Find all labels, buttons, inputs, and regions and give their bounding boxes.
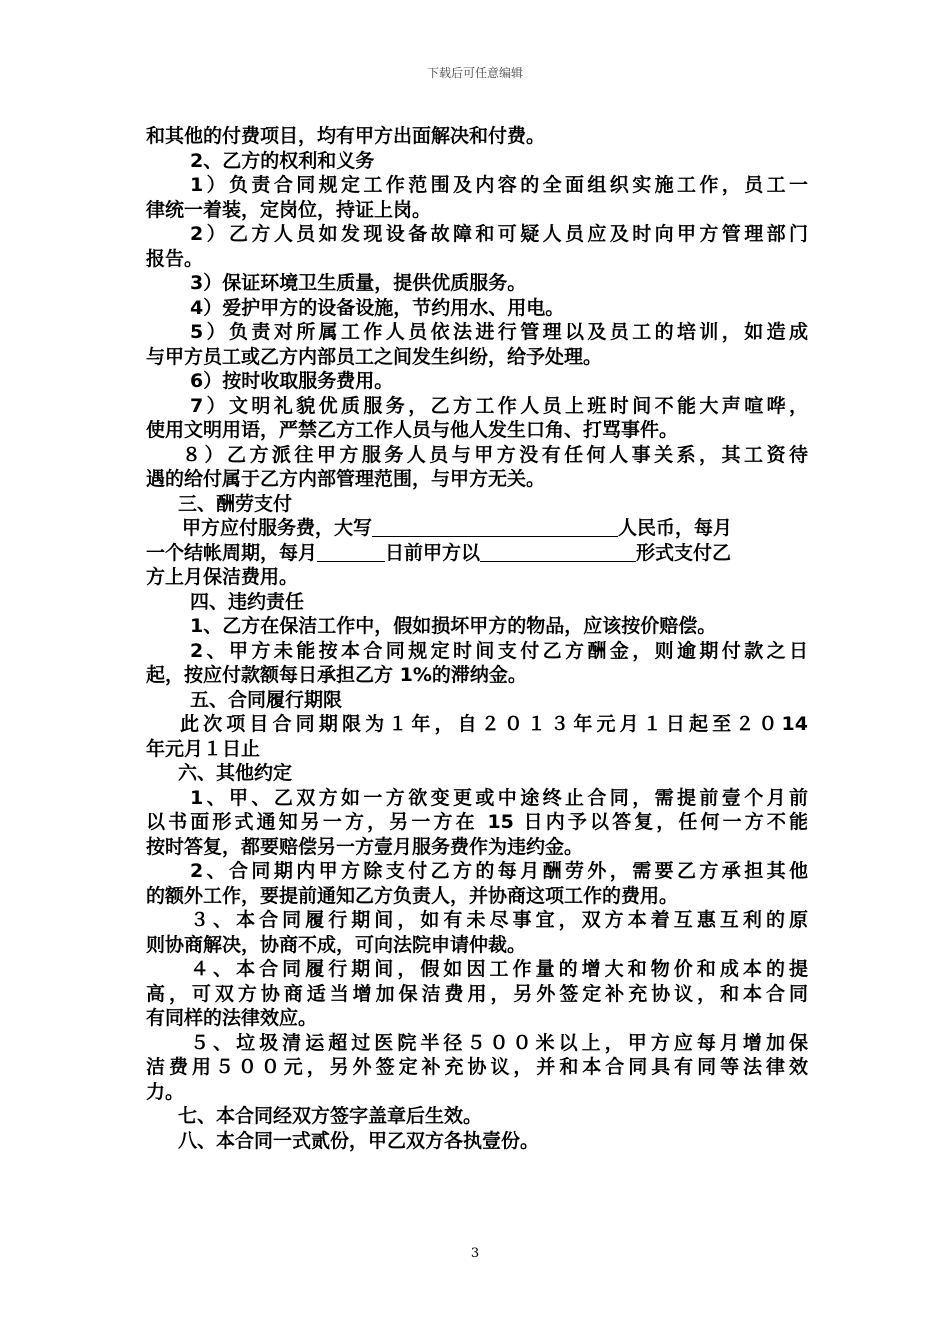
paragraph-line: ８）乙方派往甲方服务人员与甲方没有任何人事关系，其工资待 [182,443,808,466]
rights-obligations-block [146,124,808,516]
paragraph-line: 7）文明礼貌优质服务，乙方工作人员上班时间不能大声喧哗， [190,394,808,417]
paragraph-line: 起，按应付款额每日承担乙方 1%的滞纳金。 [146,664,527,686]
page-header: 下载后可任意编辑 [426,66,523,80]
paragraph-line: 1、乙方在保洁工作中，假如损坏甲方的物品，应该按价赔偿。 [190,615,717,637]
paragraph-line: 有同样的法律效应。 [146,1007,318,1029]
paragraph-line: 3）保证环境卫生质量，提供优质服务。 [190,272,527,294]
paragraph-line: ５、垃圾清运超过医院半径５００米以上，甲方应每月增加保 [190,1031,808,1054]
terms-block [146,590,808,1154]
paragraph-line: 2、合同期内甲方除支付乙方的每月酬劳外，需要乙方承担其他 [190,860,808,882]
paragraph-line: 四、违约责任 [190,590,305,613]
paragraph-line: 七、本合同经双方签字盖章后生效。 [178,1105,483,1127]
method-blank[interactable] [480,542,636,562]
paragraph-line: 此次项目合同期限为１年，自２０１３年元月１日起至２０14 [180,713,808,735]
paragraph-line: 报告。 [146,247,204,270]
paragraph-line: ３、本合同履行期间，如有未尽事宜，双方本着互惠互利的原 [190,909,808,931]
paragraph-line: 遇的给付属于乙方内部管理范围，与甲方无关。 [146,468,546,490]
payment-text: 一个结帐周期，每月 [146,541,318,564]
paragraph-line: 三、酬劳支付 [178,492,293,515]
paragraph-line: 力。 [146,1080,185,1103]
payment-text: 人民币，每月 [618,517,733,539]
paragraph-line: 1、甲、乙双方如一方欲变更或中途终止合同，需提前壹个月前 [190,786,808,809]
payment-line-1 [146,516,808,541]
payment-line-3: 方上月保洁费用。 [146,566,299,588]
paragraph-line: 5）负责对所属工作人员依法进行管理以及员工的培训，如造成 [190,321,808,343]
paragraph-line: 2、甲方未能按本合同规定时间支付乙方酬金，则逾期付款之日 [190,639,808,662]
paragraph-line: 八、本合同一式贰份，甲乙双方各执壹份。 [178,1129,540,1152]
paragraph-line: 洁费用５００元，另外签定补充协议，并和本合同具有同等法律效 [146,1056,808,1078]
paragraph-line: 1）负责合同规定工作范围及内容的全面组织实施工作，员工一 [190,174,808,196]
paragraph-line: ４、本合同履行期间，假如因工作量的增大和物价和成本的提 [190,958,808,980]
paragraph-line: 年元月１日止 [146,737,261,760]
paragraph-line: 使用文明用语，严禁乙方工作人员与他人发生口角、打骂事件。 [146,419,679,441]
paragraph-line: 五、合同履行期限 [190,688,343,711]
day-blank[interactable] [317,542,385,562]
paragraph-line: 4）爱护甲方的设备设施，节约用水、用电。 [190,296,565,319]
paragraph-line: 的额外工作，要提前通知乙方负责人，并协商这项工作的费用。 [146,884,679,907]
payment-text: 甲方应付服务费，大写 [182,517,373,539]
paragraph-line: 律统一着装，定岗位，持证上岗。 [146,198,432,221]
paragraph-line: 以书面形式通知另一方，另一方在 15 日内予以答复，任何一方不能 [146,811,808,833]
contract-body [146,124,808,1153]
paragraph-line: 2、乙方的权利和义务 [190,149,375,172]
paragraph-line: 按时答复，都要赔偿另一方壹月服务费作为违约金。 [146,835,584,858]
paragraph-line: 则协商解决，协商不成，可向法院申请仲裁。 [146,933,527,956]
paragraph-line: 与甲方员工或乙方内部员工之间发生纠纷，给予处理。 [146,345,603,368]
payment-text: 形式支付乙 [636,541,732,564]
paragraph-line: 和其他的付费项目，均有甲方出面解决和付费。 [146,125,546,147]
payment-line-2 [146,541,808,566]
page-number: 3 [470,1246,480,1261]
paragraph-line: 高，可双方协商适当增加保洁费用，另外签定补充协议，和本合同 [146,982,808,1005]
paragraph-line: 6）按时收取服务费用。 [190,370,394,392]
payment-text: 日前甲方以 [385,541,481,564]
paragraph-line: 2）乙方人员如发现设备故障和可疑人员应及时向甲方管理部门 [190,223,808,245]
amount-blank[interactable] [372,517,618,537]
paragraph-line: 六、其他约定 [178,762,293,784]
